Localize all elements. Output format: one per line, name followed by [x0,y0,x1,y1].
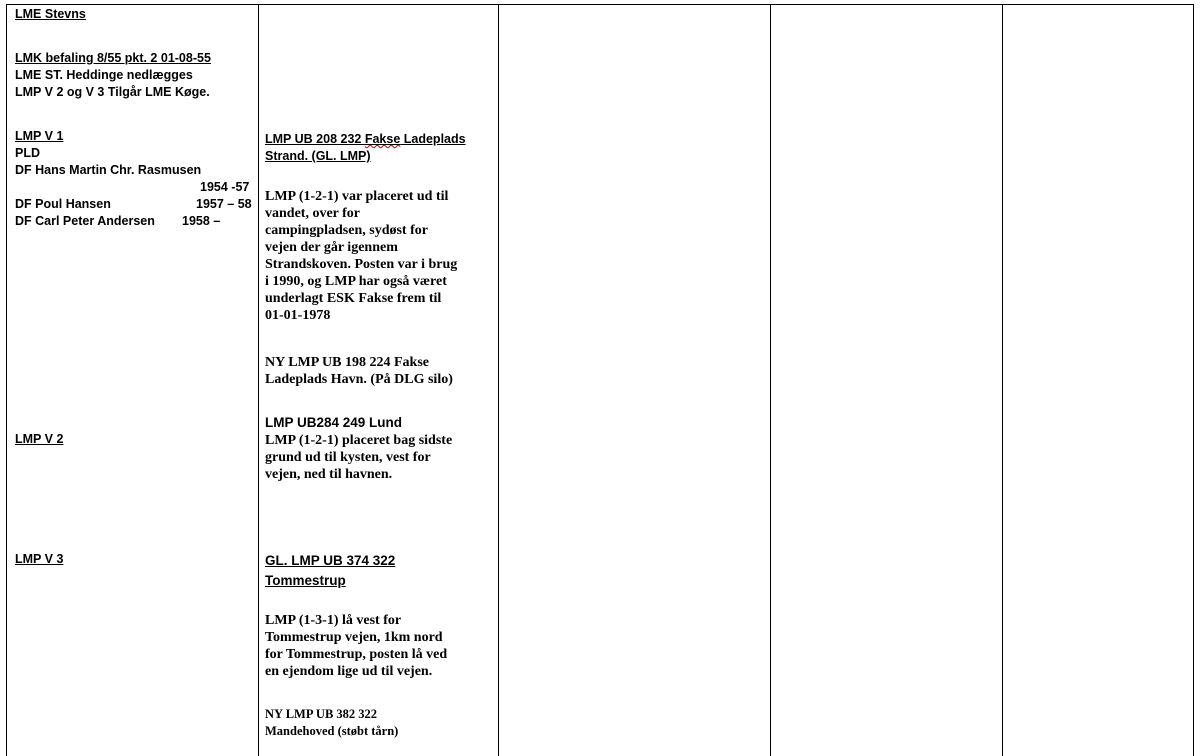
description-line: Tommestrup vejen, 1km nord [265,630,443,645]
description-line: 01-01-1978 [265,308,331,323]
description-line: vandet, over for [265,206,360,221]
description-line: LMP (1-3-1) lå vest for [265,613,402,628]
description-line: underlagt ESK Fakse frem til [265,291,442,306]
new-post-line: Ladeplads Havn. (På DLG silo) [265,372,453,387]
order-line: LMP V 2 og V 3 Tilgår LME Køge. [15,85,210,99]
table-border-left [6,4,7,756]
post-title-ub208: LMP UB 208 232 Fakse Ladeplads [265,132,466,146]
person-years: 1954 -57 [200,180,250,194]
empty-cell [1003,5,1193,755]
post-heading-v3: LMP V 3 [15,552,64,566]
description-line: LMP (1-2-1) var placeret ud til [265,189,449,204]
new-post-line: Mandehoved (støbt tårn) [265,724,399,738]
post-title-ub208: Strand. (GL. LMP) [265,149,371,163]
person-name: DF Poul Hansen [15,197,111,211]
description-line: i 1990, og LMP har også været [265,274,447,289]
section-title: LME Stevns [15,7,86,21]
person-name: DF Carl Peter Andersen [15,214,155,228]
description-line: vejen der går igennem [265,240,398,255]
table-border-right [1193,4,1194,756]
person-years: 1957 – 58 [196,197,252,211]
post-heading-v1: LMP V 1 [15,129,64,143]
description-line: campingpladsen, sydøst for [265,223,428,238]
post-title-ub374: Tommestrup [265,573,346,588]
new-post-line: NY LMP UB 382 322 [265,707,378,721]
post-type: PLD [15,146,40,160]
person-years: 1958 – [182,214,221,228]
column-divider-1 [258,4,259,756]
description-line: for Tommestrup, posten lå ved [265,647,448,662]
description-line: LMP (1-2-1) placeret bag sidste [265,433,453,448]
description-line: Strandskoven. Posten var i brug [265,257,458,272]
order-line: LME ST. Heddinge nedlægges [15,68,193,82]
empty-cell [499,5,770,755]
person-name: DF Hans Martin Chr. Rasmusen [15,163,202,177]
post-heading-v2: LMP V 2 [15,432,64,446]
new-post-line: NY LMP UB 198 224 Fakse [265,355,429,370]
order-reference: LMK befaling 8/55 pkt. 2 01-08-55 [15,51,211,65]
description-line: grund ud til kysten, vest for [265,450,431,465]
empty-cell [771,5,1002,755]
description-line: en ejendom lige ud til vejen. [265,664,433,679]
post-title-ub374: GL. LMP UB 374 322 [265,553,396,568]
description-line: vejen, ned til havnen. [265,467,393,482]
post-title-ub284: LMP UB284 249 Lund [265,415,403,430]
